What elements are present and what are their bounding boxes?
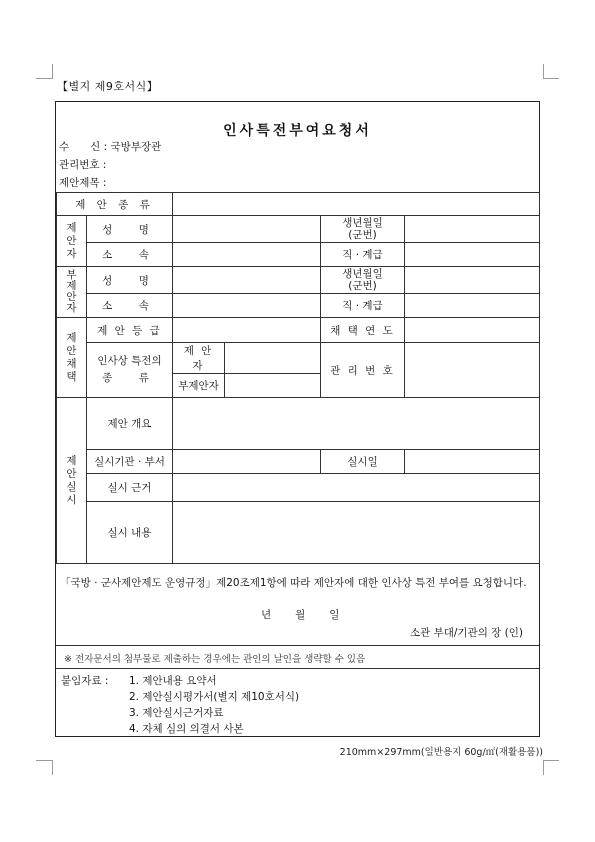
- proposer-affil-label: 소 속: [87, 243, 173, 267]
- overview-label: 제안 개요: [87, 398, 173, 450]
- form-number-label: 【별지 제9호서식】: [57, 80, 159, 93]
- basis-value[interactable]: [173, 474, 540, 502]
- attachment-item: 4. 자체 심의 의결서 사본: [129, 723, 244, 735]
- request-statement: 「국방 · 군사제안제도 운영규정」제20조제1항에 따라 제안자에 대한 인사상 특전 부여를 요청합니다.: [60, 577, 527, 589]
- recipient-value: 국방부장관: [110, 141, 162, 153]
- subject-label: 제안제목 :: [59, 177, 107, 189]
- mgmt-no-row: [59, 157, 106, 172]
- proposer-name-value[interactable]: [173, 216, 321, 243]
- crop-mark-tl-v: [52, 64, 53, 79]
- sub-proposer-value[interactable]: [225, 343, 321, 374]
- adopt-year-value[interactable]: [405, 318, 540, 343]
- sub-proposer-label: 제 안 자: [173, 343, 225, 374]
- proposer-rank-label: 직 · 계급: [321, 243, 405, 267]
- mgmt-no-table-value[interactable]: [405, 343, 540, 398]
- proposer-rank-value[interactable]: [405, 243, 540, 267]
- co-proposer-affil-value[interactable]: [173, 294, 321, 318]
- crop-mark-bl-h: [36, 760, 52, 761]
- impl-org-label: 실시기관 · 부서: [87, 450, 173, 474]
- sub-co-proposer-value[interactable]: [225, 374, 321, 398]
- impl-date-label: 실시일: [321, 450, 405, 474]
- attachment-item: 2. 제안실시평가서(별지 제10호서식): [129, 691, 300, 703]
- page-title: 인사특전부여요청서: [223, 123, 372, 139]
- date-line: 년 월 일: [261, 609, 341, 621]
- crop-mark-bl-v: [52, 760, 53, 775]
- recipient-row: [59, 139, 161, 154]
- electronic-doc-note: ※ 전자문서의 첨부물로 제출하는 경우에는 관인의 날인을 생략할 수 있음: [64, 654, 366, 665]
- attachments-label: 붙임자료 :: [61, 675, 109, 687]
- crop-mark-tr-h: [543, 78, 559, 79]
- implementation-label: 제 안 실 시: [57, 398, 87, 564]
- co-proposer-dob-value[interactable]: [405, 267, 540, 294]
- adopt-year-label: 채 택 연 도: [321, 318, 405, 343]
- co-proposer-name-label: 성 명: [87, 267, 173, 294]
- proposer-label: 제 안 자: [57, 216, 87, 267]
- divider-1: [56, 645, 539, 646]
- request-table: [56, 192, 540, 564]
- co-proposer-affil-label: 소 속: [87, 294, 173, 318]
- basis-label: 실시 근거: [87, 474, 173, 502]
- co-proposer-dob-label: 생년월일 (군번): [321, 267, 405, 294]
- adoption-label: 제 안 채 택: [57, 318, 87, 398]
- impl-org-value[interactable]: [173, 450, 321, 474]
- overview-value[interactable]: [173, 398, 540, 450]
- form-frame: [55, 101, 540, 737]
- co-proposer-rank-value[interactable]: [405, 294, 540, 318]
- attachment-item: 1. 제안내용 요약서: [129, 675, 217, 687]
- content-label: 실시 내용: [87, 502, 173, 564]
- crop-mark-br-v: [543, 760, 544, 775]
- proposer-dob-label: 생년월일 (군번): [321, 216, 405, 243]
- proposer-affil-value[interactable]: [173, 243, 321, 267]
- proposer-name-label: 성 명: [87, 216, 173, 243]
- privilege-type-label: 인사상 특전의 종 류: [87, 343, 173, 398]
- impl-date-value[interactable]: [405, 450, 540, 474]
- proposer-dob-value[interactable]: [405, 216, 540, 243]
- co-proposer-label: 부 제 안 자: [57, 267, 87, 318]
- recipient-label: 수 신 :: [59, 141, 108, 153]
- attachment-item: 3. 제안실시근거자료: [129, 707, 224, 719]
- co-proposer-rank-label: 직 · 계급: [321, 294, 405, 318]
- co-proposer-name-value[interactable]: [173, 267, 321, 294]
- grade-label: 제 안 등 급: [87, 318, 173, 343]
- subject-row: [59, 175, 106, 190]
- crop-mark-tr-v: [543, 64, 544, 79]
- content-value[interactable]: [173, 502, 540, 564]
- sub-co-proposer-label: 부제안자: [173, 374, 225, 398]
- proposal-type-label: 제 안 종 류: [57, 193, 173, 216]
- mgmt-no-label: 관리번호 :: [59, 159, 107, 171]
- crop-mark-tl-h: [36, 78, 52, 79]
- divider-2: [56, 668, 539, 669]
- mgmt-no-table-label: 관 리 번 호: [321, 343, 405, 398]
- grade-value[interactable]: [173, 318, 321, 343]
- paper-spec: 210mm×297mm(일반용지 60g/㎡(재활용품)): [339, 747, 543, 758]
- proposal-type-value[interactable]: [173, 193, 540, 216]
- crop-mark-br-h: [543, 760, 559, 761]
- signatory: 소관 부대/기관의 장 (인): [409, 627, 523, 639]
